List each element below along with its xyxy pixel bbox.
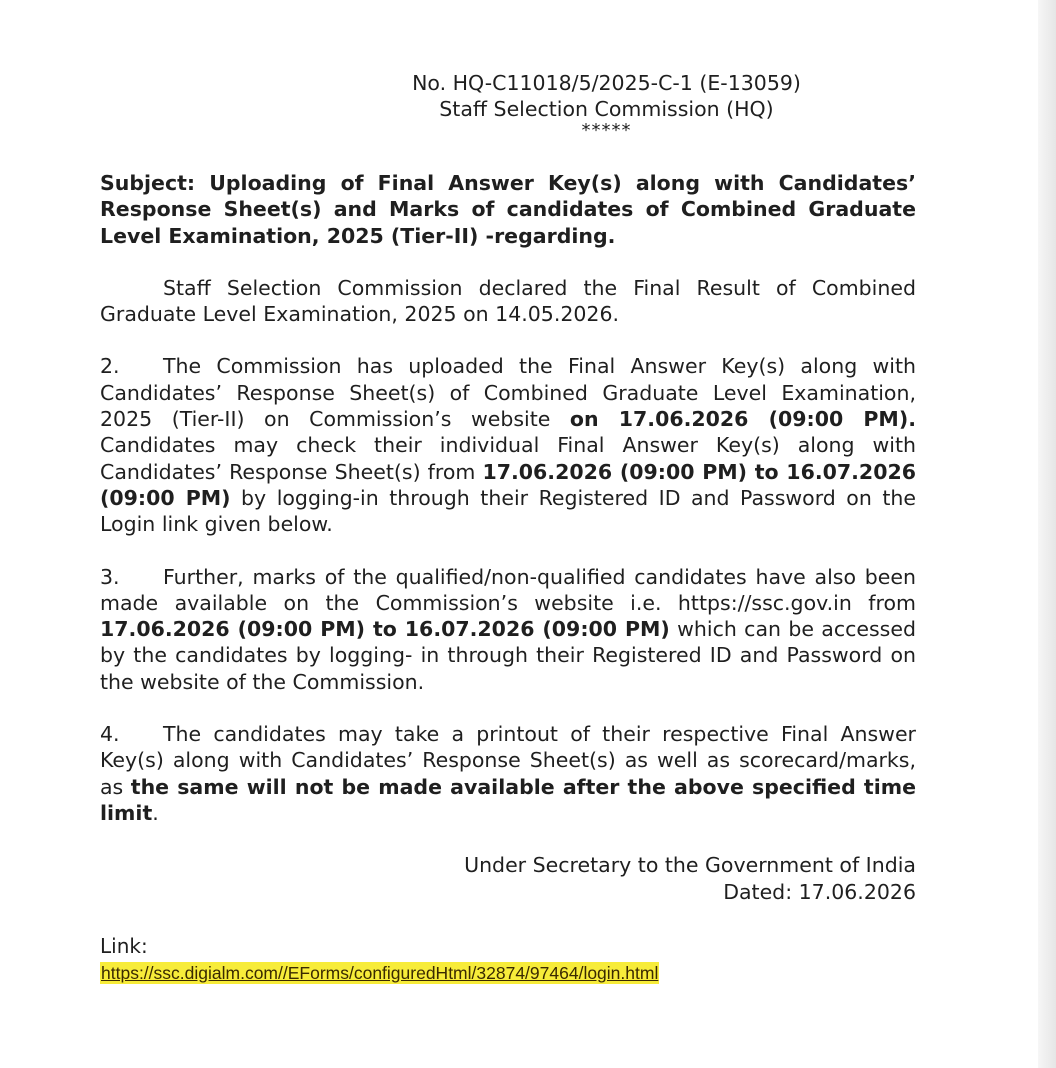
notice-document: [100, 70, 916, 985]
bold-date-range: 17.06.2026 (09:00 PM) to 16.07.2026 (09:00 PM): [100, 617, 670, 642]
paragraph-number: 2.: [100, 354, 120, 379]
paragraph-text: Further, marks of the qualified/non-qualified candidates have also been made available on the Commission’s website i.e. https://ssc.gov.in from: [100, 564, 916, 615]
separator-stars: *****: [581, 120, 632, 141]
paragraph-2: [100, 353, 916, 537]
bold-warning: the same will not be made available after the above specified time limit: [100, 774, 916, 825]
bold-date-range: 17.06.2026 (09:00 PM) to 16.07.2026 (09:00 PM): [100, 459, 916, 510]
paragraph-3: [100, 564, 916, 695]
paragraph-text: The Commission has uploaded the Final Answer Key(s) along with Candidates’ Response Sheet(s) of Combined Graduate Level Examination, 2025 (Tier-II) on Commission’s website: [100, 354, 916, 432]
dated-line: Dated: 17.06.2026: [723, 879, 916, 904]
paragraph-text: Candidates may check their individual Final Answer Key(s) along with Candidates’ Response Sheet(s) from: [100, 433, 916, 484]
office-name: Staff Selection Commission (HQ): [439, 97, 774, 121]
notice-header: [100, 70, 916, 140]
link-label: Link:: [100, 933, 148, 958]
subject-line: Subject: Uploading of Final Answer Key(s) along with Candidates’ Response Sheet(s) and Marks of candidates of Combined Graduate Level Examination, 2025 (Tier-II) -regarding.: [100, 171, 916, 248]
login-link[interactable]: https://ssc.digialm.com//EForms/configuredHtml/32874/97464/login.html: [101, 963, 659, 984]
paragraph-4: [100, 721, 916, 826]
paragraph-text: by logging-in through their Registered ID and Password on the Login link given below.: [100, 485, 916, 537]
bold-date: on 17.06.2026 (09:00 PM).: [569, 407, 916, 432]
signatory-designation: Under Secretary to the Government of India: [464, 853, 916, 878]
signature-block: [100, 852, 916, 905]
page-edge-shadow: [1038, 0, 1056, 1068]
paragraph-number: 4.: [100, 722, 120, 747]
paragraph-number: 3.: [100, 564, 120, 589]
paragraph-text: The candidates may take a printout of their respective Final Answer Key(s) along with Candidates’ Response Sheet(s) as well as scorecard/marks, as: [100, 722, 916, 799]
paragraph-text: .: [152, 800, 159, 825]
file-number: No. HQ-C11018/5/2025-C-1 (E-13059): [412, 71, 801, 95]
link-block: [100, 933, 916, 986]
paragraph-text: which can be accessed by the candidates by logging- in through their Registered ID and Password on the website of the Commission.: [100, 617, 916, 694]
paragraph-1: Staff Selection Commission declared the Final Result of Combined Graduate Level Examination, 2025 on 14.05.2026.: [100, 275, 916, 327]
